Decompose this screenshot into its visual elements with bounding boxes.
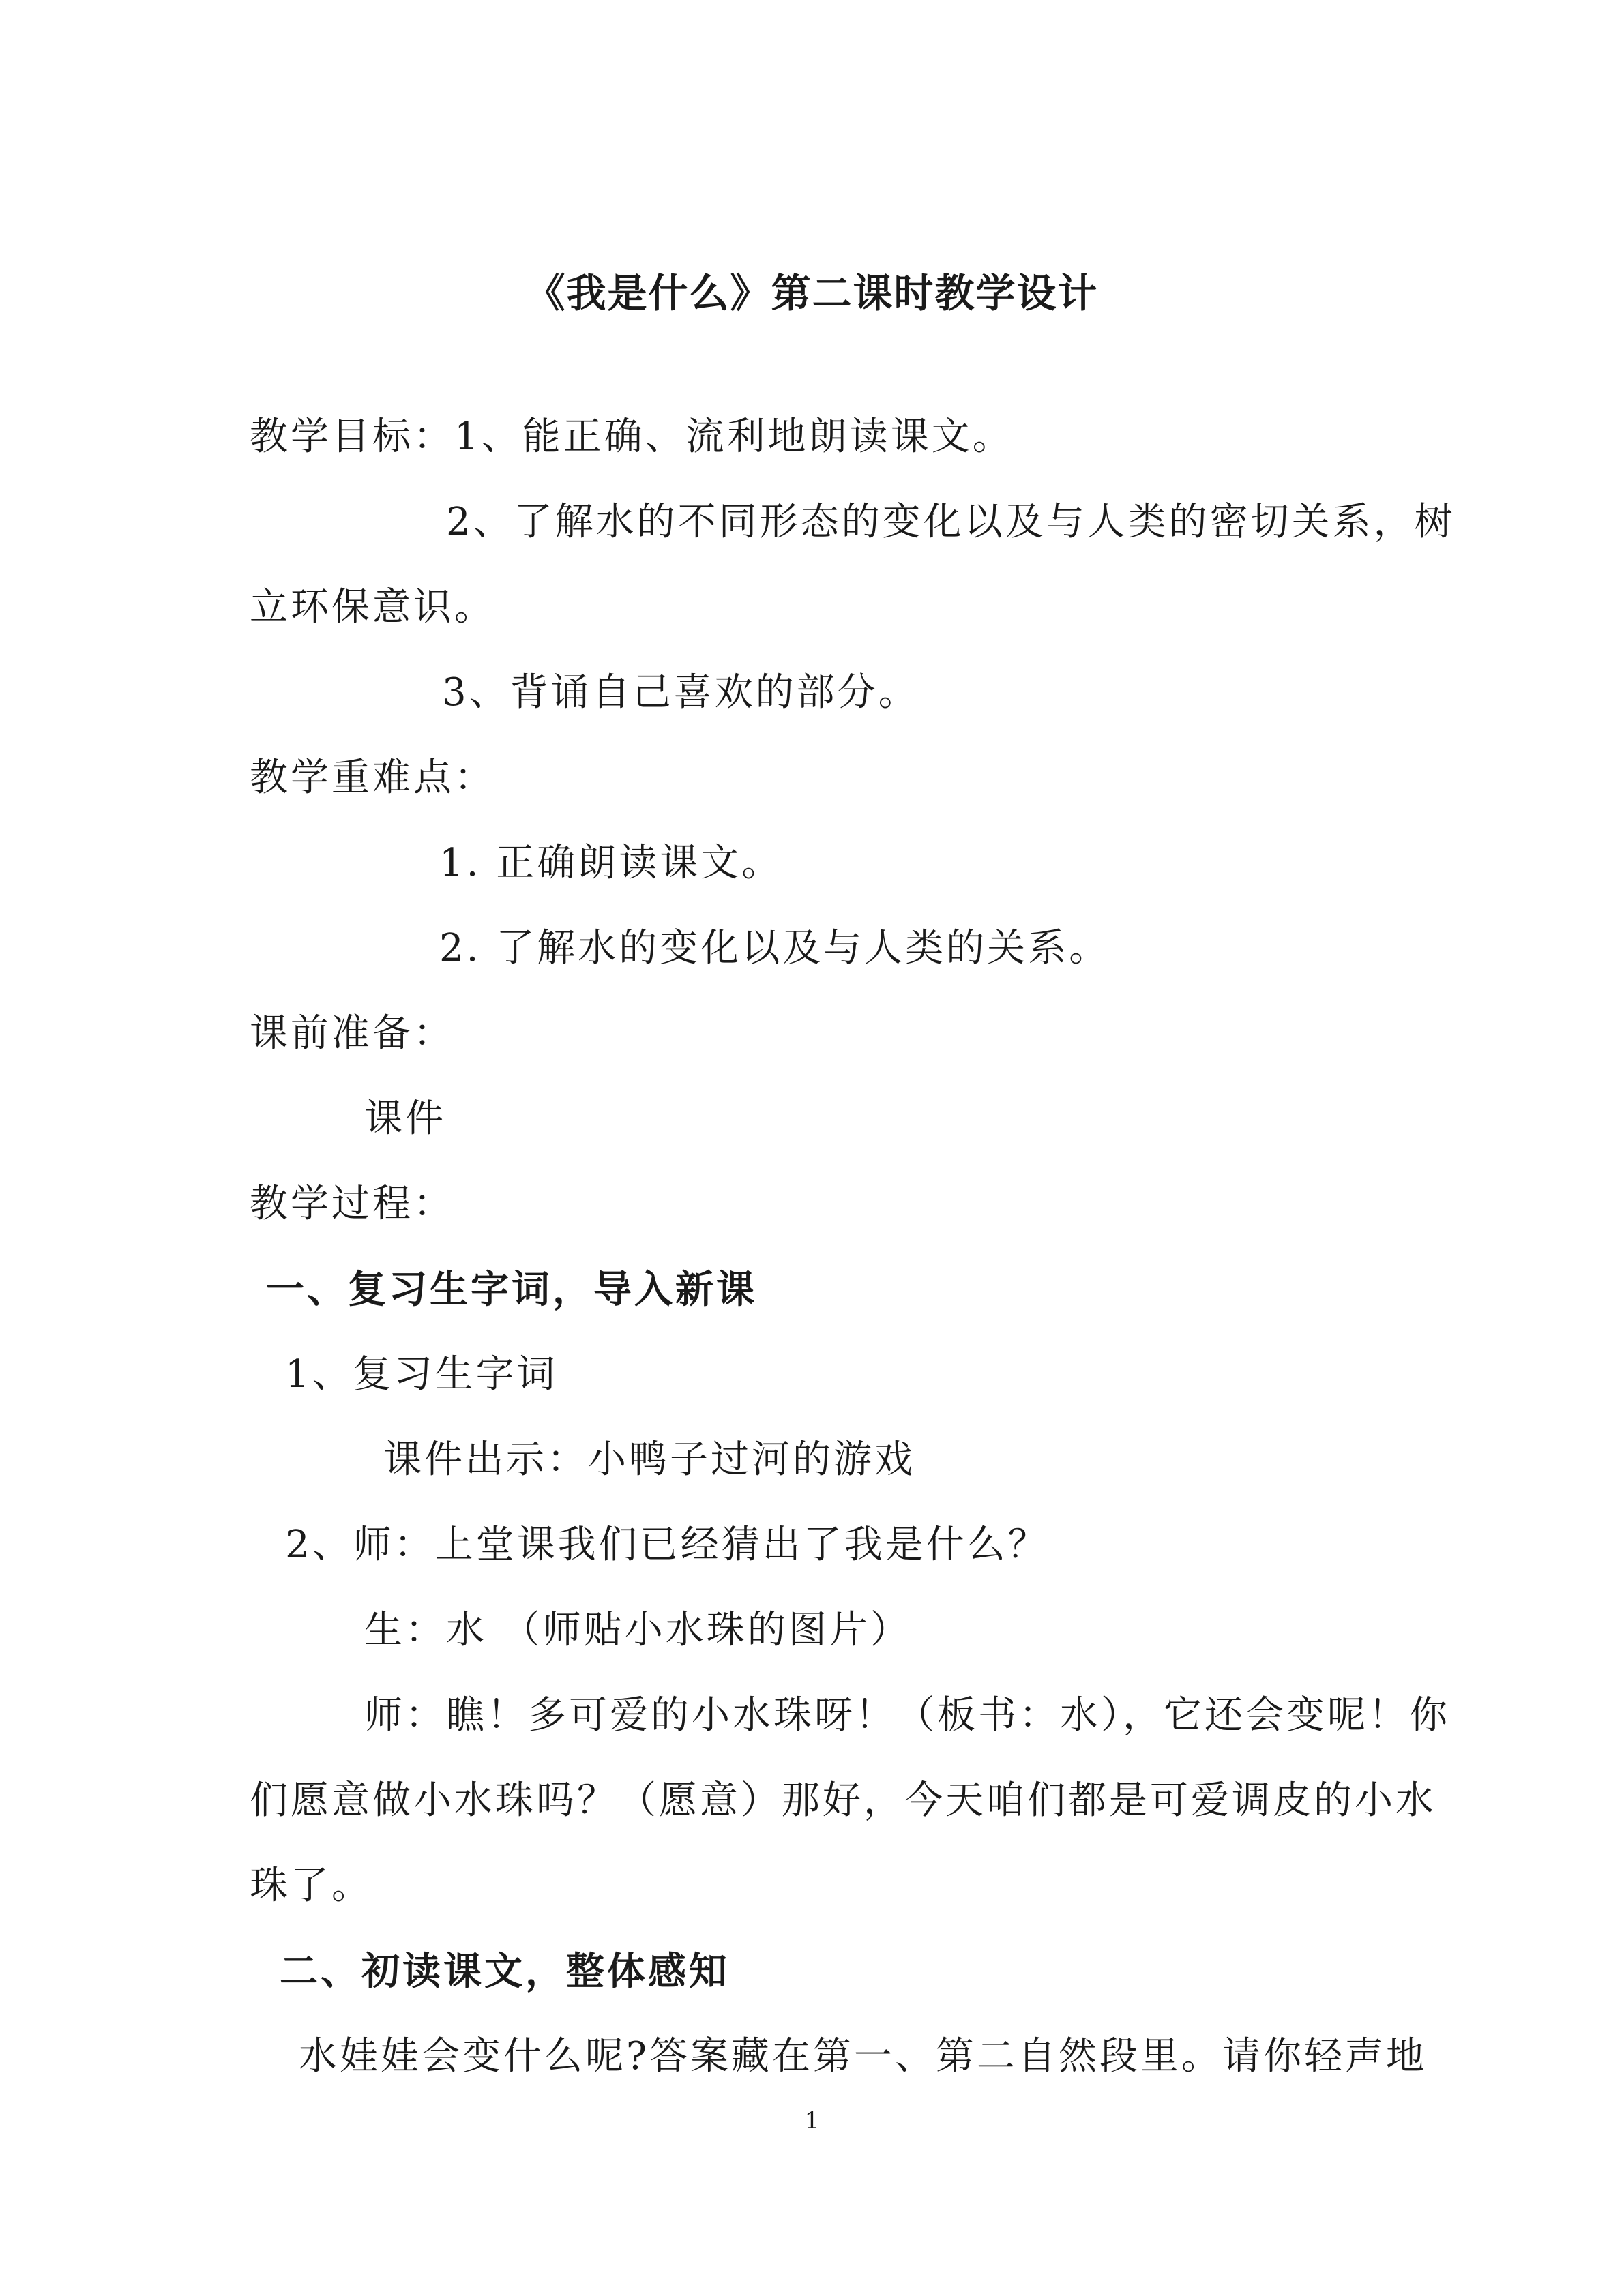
objectives-label: 教学目标： [250, 415, 454, 459]
objectives-row-1 [250, 413, 1014, 462]
section-1-heading: 一、复习生字词，导入新课 [266, 1267, 757, 1312]
teacher-line-2: 们愿意做小水珠吗？（愿意）那好，今天咱们都是可爱调皮的小水 [250, 1778, 1436, 1823]
key-point-item-2: 2. 了解水的变化以及与人类的关系。 [439, 926, 1110, 970]
preparation-content: 课件 [364, 1097, 446, 1141]
teacher-line-1: 师：瞧！多可爱的小水珠呀！（板书：水），它还会变呢！你 [364, 1693, 1450, 1738]
key-points-label: 教学重难点： [250, 756, 495, 800]
section-1-step-1-detail: 课件出示：小鸭子过河的游戏 [383, 1437, 915, 1482]
section-1-step-2: 2、师：上堂课我们已经猜出了我是什么？ [285, 1523, 1049, 1567]
objective-item-3: 3、背诵自己喜欢的部分。 [442, 670, 919, 715]
objective-item-2-line-2: 立环保意识。 [250, 585, 495, 629]
section-1-step-1: 1、复习生字词 [285, 1352, 558, 1397]
objective-item-2-line-1: 2、了解水的不同形态的变化以及与人类的密切关系，树 [446, 500, 1456, 544]
preparation-label: 课前准备： [250, 1011, 454, 1056]
section-2-heading: 二、初读课文，整体感知 [280, 1949, 730, 1994]
process-label: 教学过程： [250, 1182, 454, 1226]
key-point-item-1: 1. 正确朗读课文。 [439, 841, 783, 885]
section-2-intro: 水娃娃会变什么呢?答案藏在第一、第二自然段里。请你轻声地 [299, 2034, 1428, 2078]
teacher-line-3: 珠了。 [250, 1864, 372, 1908]
student-reply: 生：水 （师贴小水珠的图片） [364, 1608, 911, 1652]
page-number: 1 [804, 2107, 820, 2134]
document-title: 《我是什么》第二课时教学设计 [525, 270, 1099, 316]
objective-item-1: 1、能正确、流利地朗读课文。 [454, 415, 1014, 459]
